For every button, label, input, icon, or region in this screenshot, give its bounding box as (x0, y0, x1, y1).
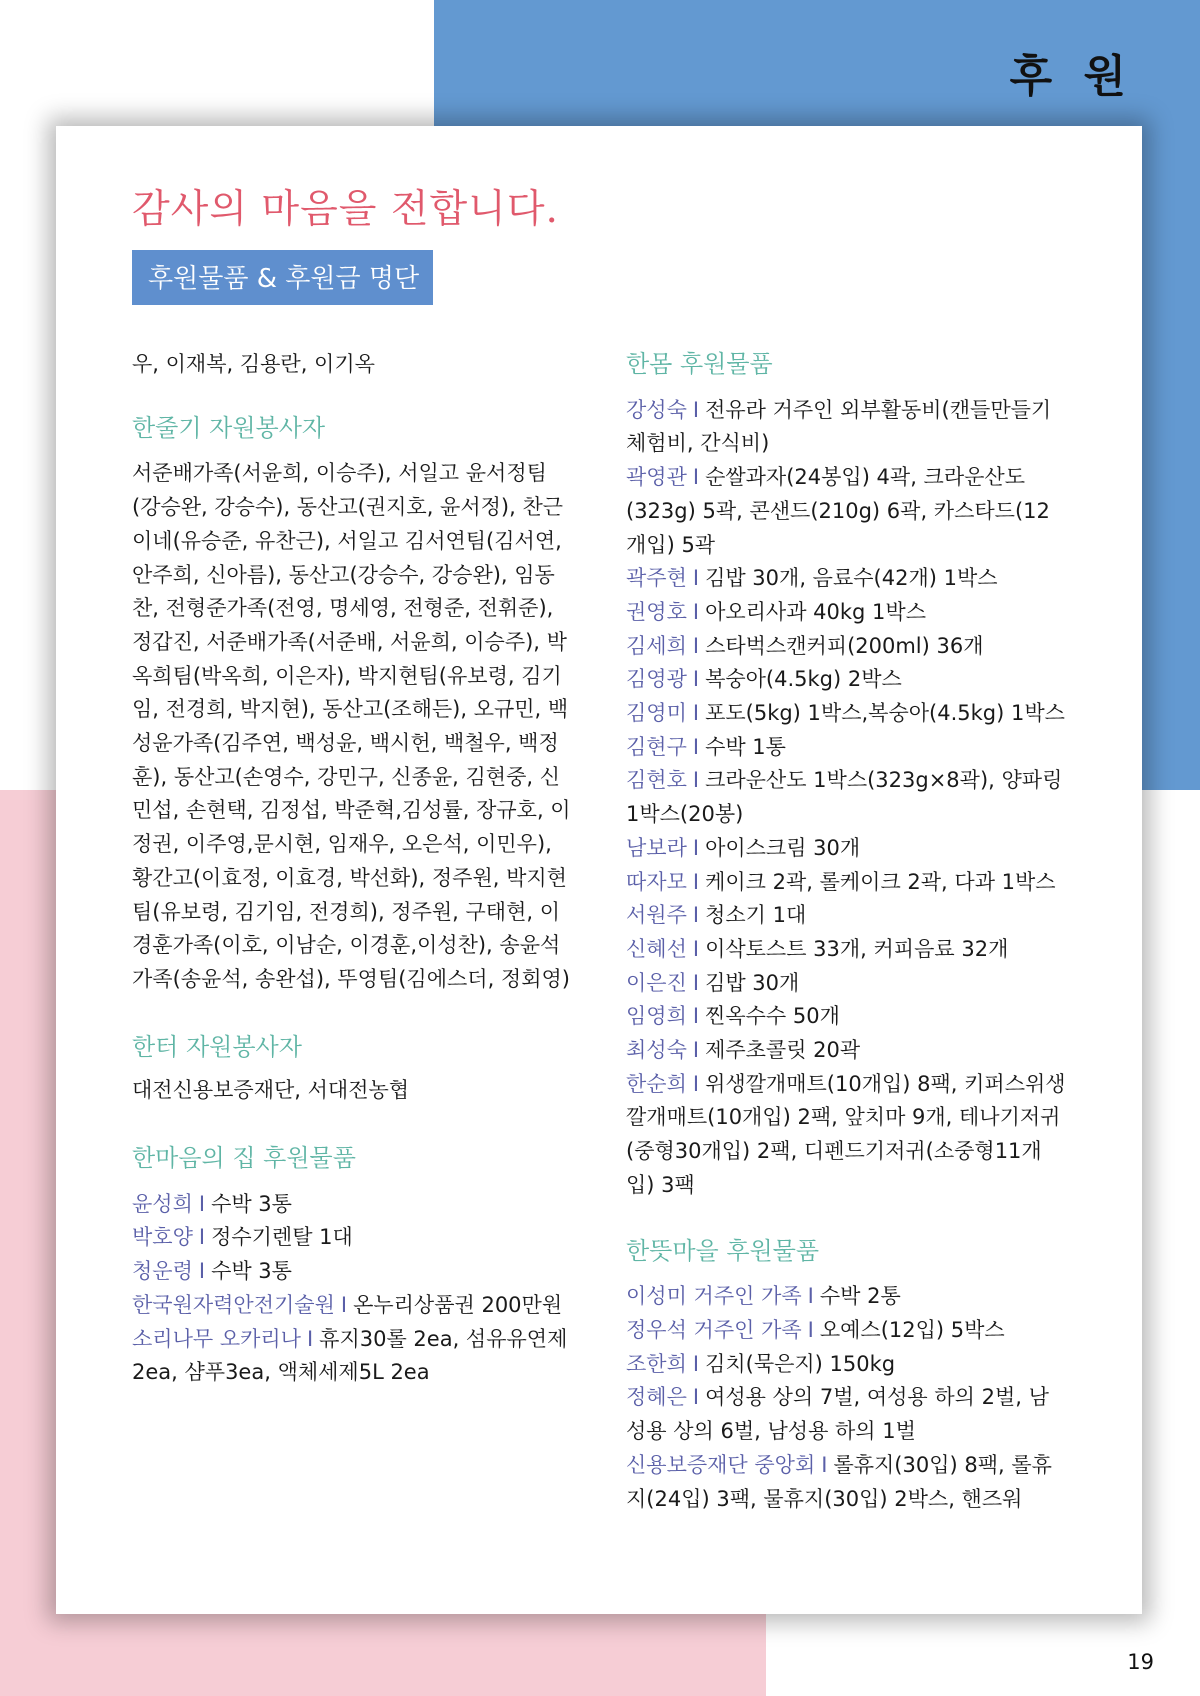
donation-item: 순쌀과자(24봉입) 4곽, 크라운산도(323g) 5곽, 콘샌드(210g) 6곽, 카스타드(12개입) 5곽 (626, 465, 1050, 557)
donor-name: 김영광 (626, 667, 687, 692)
separator-mark: I (692, 397, 700, 422)
donation-entry (626, 1034, 1068, 1068)
donor-name: 최성숙 (626, 1038, 687, 1063)
donation-item: 여성용 상의 7벌, 여성용 하의 2벌, 남성용 상의 6벌, 남성용 하의 1벌 (626, 1385, 1049, 1444)
donation-item: 휴지30롤 2ea, 섬유유연제2ea, 샴푸3ea, 액체세제5L 2ea (132, 1326, 568, 1385)
donation-entry (626, 1449, 1068, 1516)
donation-entry (626, 630, 1068, 664)
donation-item: 찐옥수수 50개 (705, 1004, 840, 1029)
hanjulgi-volunteers: 서준배가족(서윤희, 이승주), 서일고 윤서정팀(강승완, 강승수), 동산고(권지호, 윤서정), 찬근이네(유승준, 유찬근), 서일고 김서연팀(김서연, 안주희, 신아름), 동산고(강승수, 강승완), 임동찬, 전형준가족(전영, 명세영, 전형준, 전휘준), 정갑진, 서준배가족(서준배, 서윤희, 이승주), 박옥희팀(박옥희, 이은자), 박지현팀(유보령, 김기임, 전경희, 박지현), 동산고(조해든), 오규민, 백성윤가족(김주연, 백성윤, 백시헌, 백철우, 백정훈), 동산고(손영수, 강민구, 신종윤, 김현중, 신민섭, 손현택, 김정섭, 박준혁,김성률, 장규호, 이정권, 이주영,문시현, 임재우, 오은석, 이민우), 황간고(이효정, 이효경, 박선화), 정주원, 박지현팀(유보령, 김기임, 전경희), 정주원, 구태현, 이경훈가족(이호, 이남순, 이경훈,이성찬), 송윤석가족(송윤석, 송완섭), 뚜영팀(김에스더, 정회영) (132, 461, 571, 991)
donor-name: 서원주 (626, 903, 687, 928)
donor-name: 권영호 (626, 599, 687, 624)
separator-mark: I (692, 903, 700, 928)
hanmom-donation-list (626, 394, 1068, 1203)
donation-entry (626, 866, 1068, 900)
hanteo-volunteers: 대전신용보증재단, 서대전농협 (132, 1078, 410, 1103)
donation-entry (132, 1221, 574, 1255)
donation-item: 수박 3통 (211, 1191, 292, 1216)
donation-item: 수박 3통 (211, 1259, 292, 1284)
page-number: 19 (1127, 1650, 1154, 1674)
donor-name: 신용보증재단 중앙회 (626, 1452, 816, 1477)
donation-item: 김치(묵은지) 150kg (705, 1351, 896, 1376)
donor-name: 임영희 (626, 1004, 687, 1029)
donation-entry (132, 1255, 574, 1289)
donation-entry (626, 394, 1068, 461)
section-heading-hanmom: 한몸 후원물품 (626, 350, 773, 378)
donation-entry (626, 899, 1068, 933)
separator-mark: I (692, 599, 700, 624)
donation-entry (626, 1314, 1068, 1348)
hantteut-donation-list (626, 1280, 1068, 1516)
separator-mark: I (807, 1284, 814, 1309)
donation-entry (626, 1348, 1068, 1382)
donation-entry (626, 1068, 1068, 1203)
separator-mark: I (198, 1259, 206, 1284)
right-column (626, 348, 1068, 1516)
donation-entry (626, 1280, 1068, 1314)
separator-mark: I (692, 869, 700, 894)
donor-name: 정혜은 (626, 1385, 687, 1410)
donor-name: 정우석 거주인 가족 (626, 1317, 802, 1342)
separator-mark: I (807, 1317, 814, 1342)
separator-mark: I (692, 1385, 700, 1410)
separator-mark: I (692, 1004, 700, 1029)
donation-item: 롤휴지(30입) 8팩, 롤휴지(24입) 3팩, 물휴지(30입) 2박스, 핸즈워 (626, 1452, 1052, 1511)
donation-item: 수박 2통 (819, 1284, 901, 1309)
separator-mark: I (692, 667, 700, 692)
donation-entry (626, 832, 1068, 866)
separator-mark: I (198, 1225, 206, 1250)
donation-entry (132, 1188, 574, 1222)
donor-name: 윤성희 (132, 1191, 193, 1216)
donation-entry (132, 1289, 574, 1323)
separator-mark: I (198, 1191, 206, 1216)
donation-item: 이삭토스트 33개, 커피음료 32개 (705, 936, 1009, 961)
donor-name: 신혜선 (626, 936, 687, 961)
donation-item: 정수기렌탈 1대 (211, 1225, 353, 1250)
donation-entry (626, 764, 1068, 831)
separator-mark: I (692, 633, 700, 658)
donation-entry (626, 731, 1068, 765)
separator-mark: I (306, 1326, 314, 1351)
donor-name: 청운령 (132, 1259, 193, 1284)
donor-name: 소리나무 오카리나 (132, 1326, 301, 1351)
separator-mark: I (692, 465, 700, 490)
donation-item: 김밥 30개 (705, 970, 800, 995)
left-column (132, 348, 574, 1390)
donation-entry (626, 933, 1068, 967)
separator-mark: I (692, 1351, 700, 1376)
donation-entry (626, 461, 1068, 562)
section-heading-hantteut: 한뜻마을 후원물품 (626, 1236, 820, 1265)
donation-entry (626, 1381, 1068, 1448)
donation-item: 전유라 거주인 외부활동비(캔들만들기 체험비, 간식비) (626, 397, 1052, 456)
separator-mark: I (692, 1038, 700, 1063)
donation-item: 스타벅스캔커피(200ml) 36개 (705, 633, 984, 658)
donor-name: 김현호 (626, 768, 687, 793)
donation-entry (626, 562, 1068, 596)
hanmaeum-donation-list (132, 1188, 574, 1390)
donation-item: 제주초콜릿 20곽 (705, 1038, 861, 1063)
separator-mark: I (692, 734, 700, 759)
donor-name: 한국원자력안전기술원 (132, 1292, 335, 1317)
intro-text: 우, 이재복, 김용란, 이기옥 (132, 352, 375, 376)
donation-item: 온누리상품권 200만원 (353, 1292, 563, 1317)
separator-mark: I (692, 936, 700, 961)
donation-entry (132, 1323, 574, 1390)
donation-item: 오예스(12입) 5박스 (819, 1317, 1005, 1342)
donor-name: 김세희 (626, 633, 687, 658)
separator-mark: I (692, 835, 700, 860)
donation-entry (626, 1000, 1068, 1034)
donor-name: 곽영관 (626, 465, 687, 490)
donor-name: 박호양 (132, 1225, 193, 1250)
donor-name: 김영미 (626, 701, 687, 726)
donation-entry (626, 596, 1068, 630)
donation-item: 아오리사과 40kg 1박스 (705, 599, 926, 624)
donor-name: 이은진 (626, 970, 687, 995)
donor-name: 이성미 거주인 가족 (626, 1284, 802, 1309)
list-label: 후원물품 & 후원금 명단 (132, 250, 433, 305)
separator-mark: I (692, 768, 700, 793)
separator-mark: I (821, 1452, 828, 1477)
separator-mark: I (692, 970, 700, 995)
separator-mark: I (692, 1071, 700, 1096)
section-title: 후 원 (1009, 51, 1134, 102)
donation-item: 아이스크림 30개 (705, 835, 861, 860)
donor-name: 강성숙 (626, 397, 687, 422)
donation-item: 복숭아(4.5kg) 2박스 (705, 667, 902, 692)
donation-item: 청소기 1대 (705, 903, 807, 928)
separator-mark: I (692, 701, 700, 726)
page-heading: 감사의 마음을 전합니다. (132, 187, 559, 232)
donation-item: 크라운산도 1박스(323g×8곽), 양파링 1박스(20봉) (626, 768, 1063, 827)
donation-entry (626, 967, 1068, 1001)
donor-name: 한순희 (626, 1071, 687, 1096)
section-heading-hanmaeum: 한마음의 집 후원물품 (132, 1144, 356, 1173)
separator-mark: I (340, 1292, 348, 1317)
donor-name: 조한희 (626, 1351, 687, 1376)
section-heading-hanteo: 한터 자원봉사자 (132, 1032, 302, 1061)
content-card (56, 126, 1142, 1614)
donation-item: 케이크 2곽, 롤케이크 2곽, 다과 1박스 (705, 869, 1056, 894)
donor-name: 따자모 (626, 869, 687, 894)
donation-item: 수박 1통 (705, 734, 786, 759)
donation-item: 포도(5kg) 1박스,복숭아(4.5kg) 1박스 (705, 701, 1065, 726)
donation-item: 김밥 30개, 음료수(42개) 1박스 (705, 566, 998, 591)
donation-item: 위생깔개매트(10개입) 8팩, 키퍼스위생깔개매트(10개입) 2팩, 앞치마 9개, 테나기저귀(중형30개입) 2팩, 디펜드기저귀(소중형11개입) 3팩 (626, 1071, 1066, 1197)
donation-entry (626, 663, 1068, 697)
donation-entry (626, 697, 1068, 731)
section-heading-hanjulgi: 한줄기 자원봉사자 (132, 413, 326, 442)
separator-mark: I (692, 566, 700, 591)
donor-name: 김현구 (626, 734, 687, 759)
donor-name: 남보라 (626, 835, 687, 860)
donor-name: 곽주현 (626, 566, 687, 591)
